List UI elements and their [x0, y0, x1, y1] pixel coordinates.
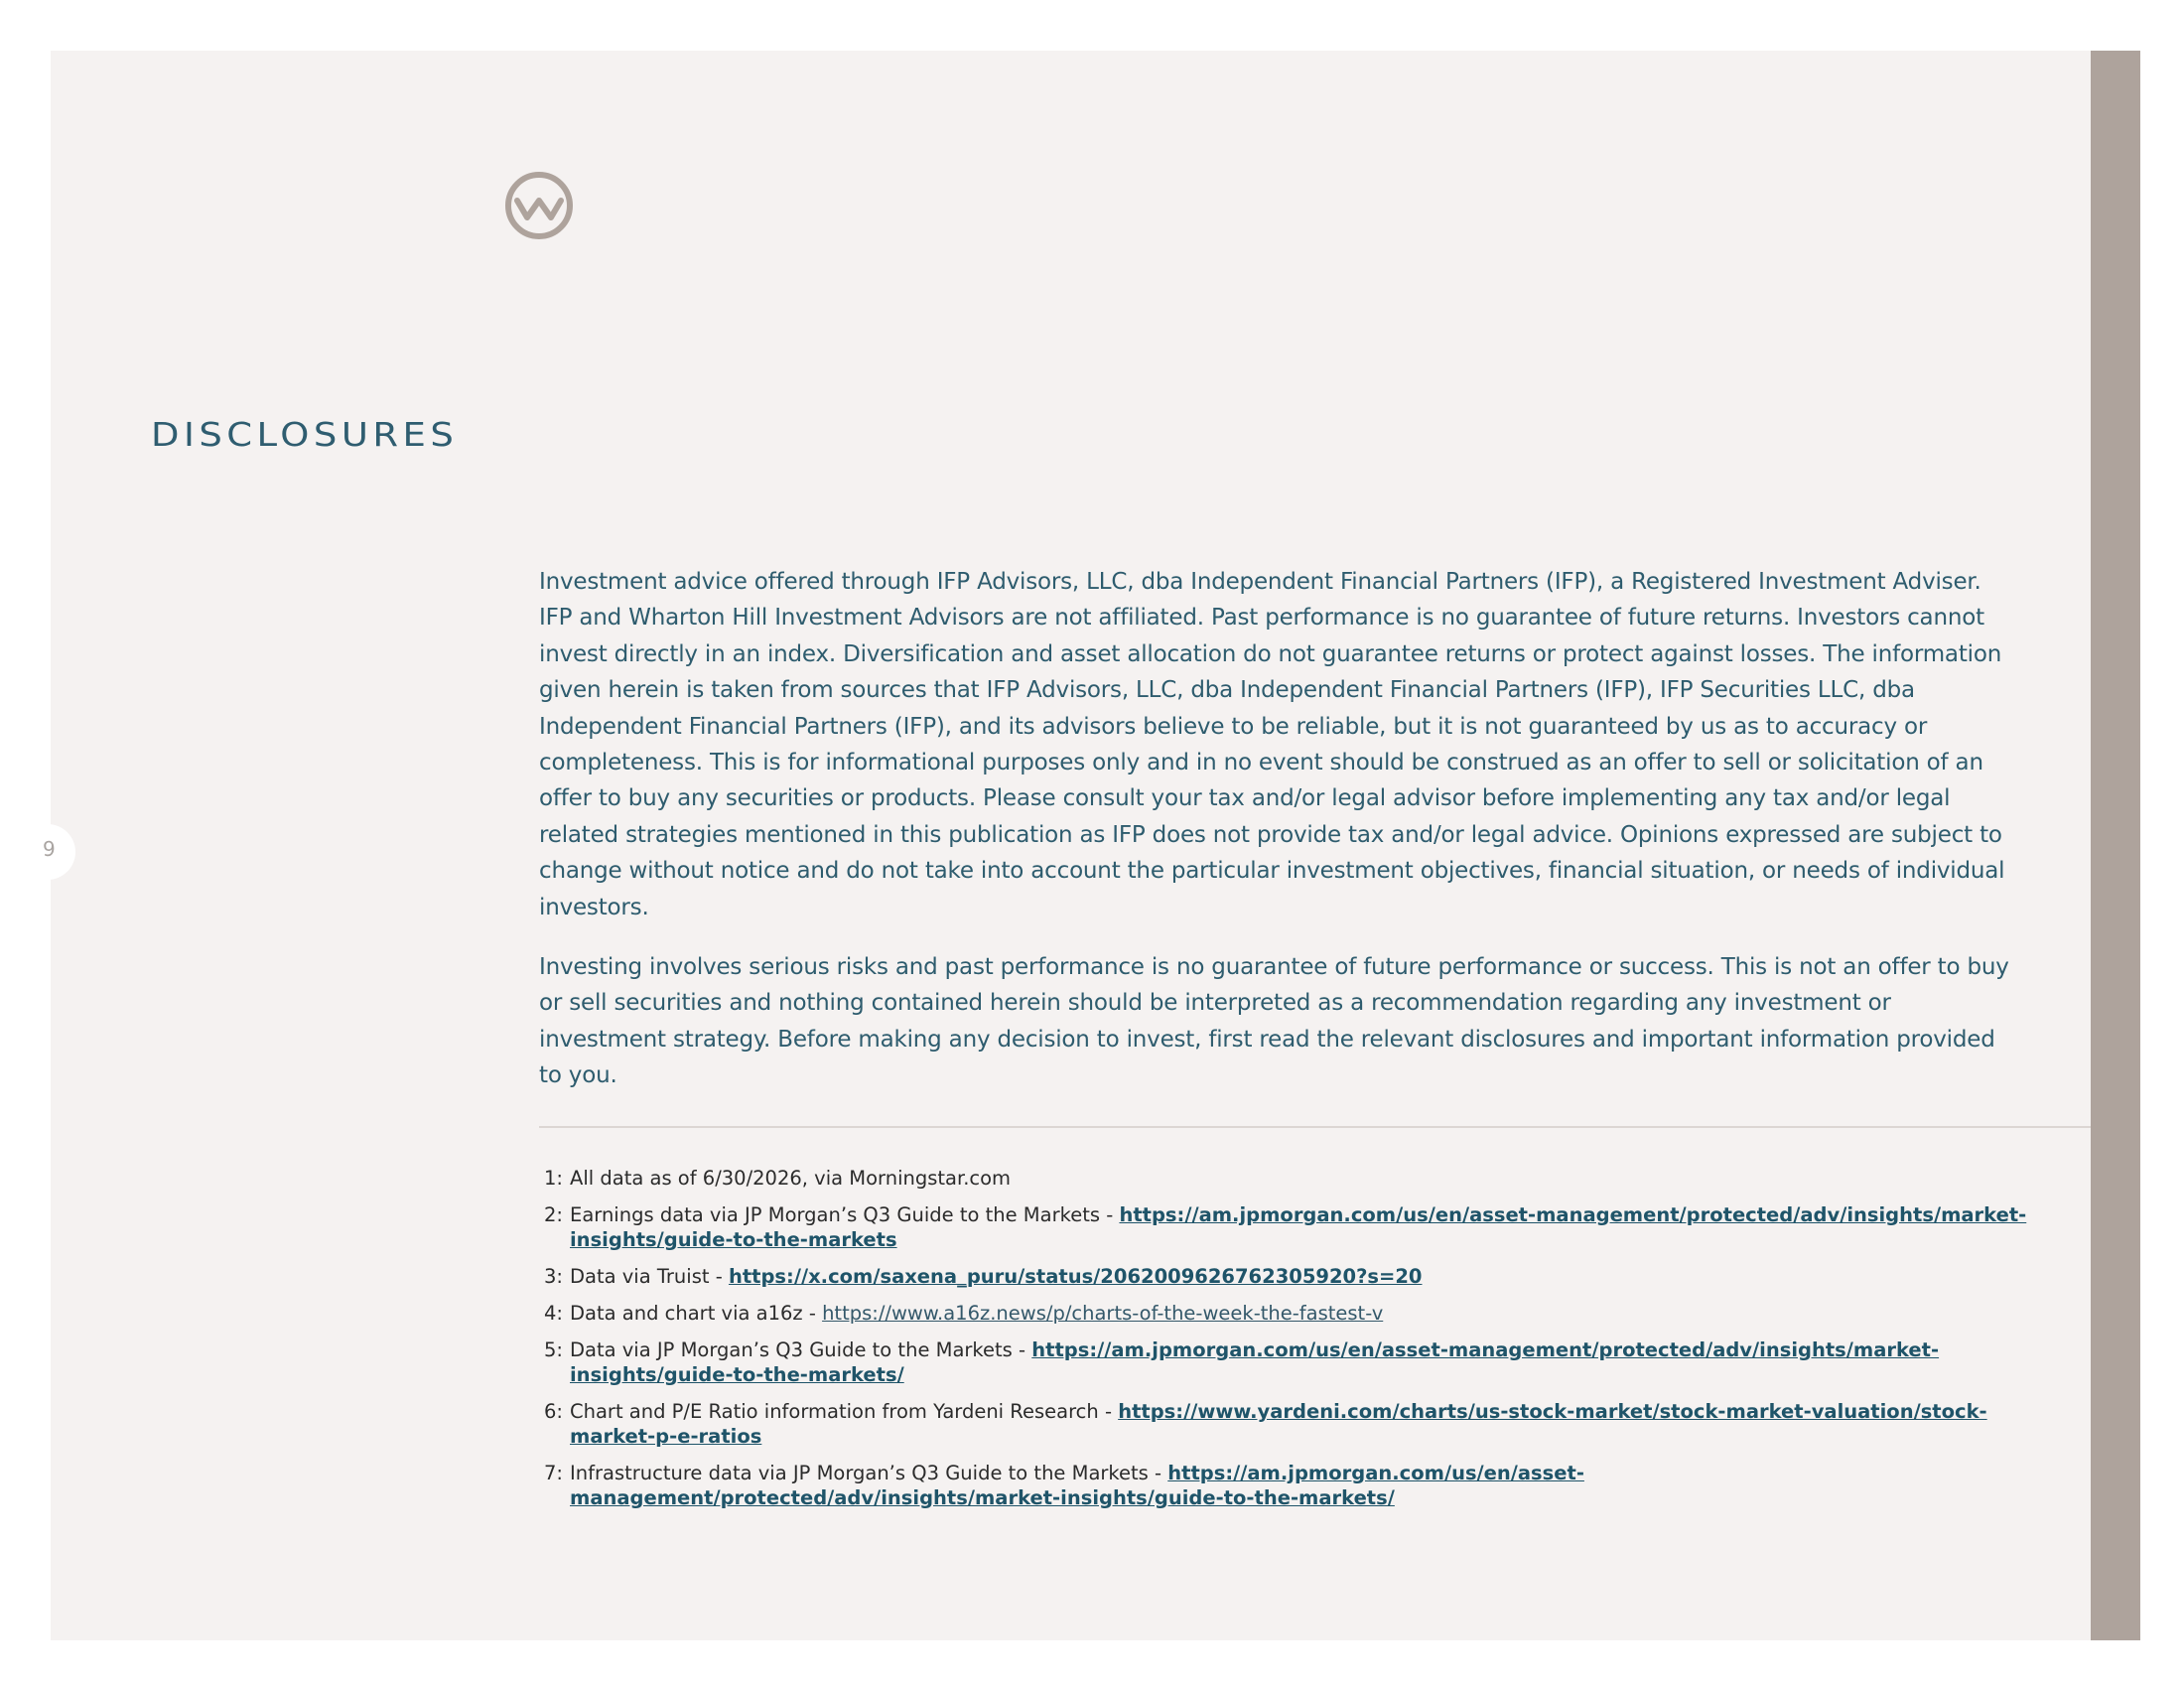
page-number: 9	[43, 837, 56, 861]
footnotes-list	[544, 1166, 2033, 1522]
footnote-text: All data as of 6/30/2026, via Morningstar.com	[570, 1167, 1012, 1190]
page-title: DISCLOSURES	[151, 415, 459, 454]
section-divider	[539, 1126, 2091, 1128]
footnote-item	[544, 1301, 2033, 1326]
footnote-link[interactable]: https://www.yardeni.com/charts/us-stock-market/stock-market-valuation/stock-market-p-e-ratios	[570, 1400, 1987, 1448]
footnote-text: Data via Truist -	[570, 1265, 729, 1288]
footnote-link[interactable]: https://am.jpmorgan.com/us/en/asset-management/protected/adv/insights/market-insights/guide-to-the-markets/	[570, 1338, 1940, 1386]
disclosure-paragraph-1: Investment advice offered through IFP Advisors, LLC, dba Independent Financial Partners (IFP), a Registered Investment Adviser. IFP and Wharton Hill Investment Advisors are not affiliated. Past performance is no guarantee of future returns. Investors cannot invest directly in an index. Diversification and asset allocation do not guarantee returns or protect against losses. The information given herein is taken from sources that IFP Advisors, LLC, dba Independent Financial Partners (IFP), IFP Securities LLC, dba Independent Financial Partners (IFP), and its advisors believe to be reliable, but it is not guaranteed by us as to accuracy or completeness. This is for informational purposes only and in no event should be construed as an offer to sell or solicitation of an offer to buy any securities or products. Please consult your tax and/or legal advisor before implementing any tax and/or legal related strategies mentioned in this publication as IFP does not provide tax and/or legal advice. Opinions expressed are subject to change without notice and do not take into account the particular investment objectives, financial situation, or needs of individual investors.	[539, 569, 2005, 920]
footnote-number: 6:	[544, 1400, 563, 1423]
footnote-item	[544, 1202, 2033, 1252]
footnote-text: Infrastructure data via JP Morgan’s Q3 Guide to the Markets -	[570, 1462, 1168, 1484]
footnote-item	[544, 1264, 2033, 1289]
footnote-link[interactable]: https://am.jpmorgan.com/us/en/asset-management/protected/adv/insights/market-insights/guide-to-the-markets/	[570, 1462, 1584, 1509]
circle-w-logo-icon	[504, 171, 574, 240]
footnote-link[interactable]: https://www.a16z.news/p/charts-of-the-week-the-fastest-v	[822, 1302, 1384, 1325]
footnote-item	[544, 1399, 2033, 1449]
footnote-link[interactable]: https://am.jpmorgan.com/us/en/asset-management/protected/adv/insights/market-insights/guide-to-the-markets	[570, 1203, 2027, 1251]
footnote-text: Chart and P/E Ratio information from Yardeni Research -	[570, 1400, 1119, 1423]
footnote-link[interactable]: https://x.com/saxena_puru/status/2062009626762305920?s=20	[728, 1265, 1423, 1288]
footnote-number: 3:	[544, 1265, 563, 1288]
footnote-text: Earnings data via JP Morgan’s Q3 Guide to the Markets -	[570, 1203, 1120, 1226]
footnote-number: 1:	[544, 1167, 563, 1190]
footnote-item	[544, 1166, 2033, 1191]
footnote-item	[544, 1461, 2033, 1510]
right-sidebar-strip	[2091, 51, 2140, 1640]
footnote-text: Data and chart via a16z -	[570, 1302, 823, 1325]
footnote-number: 2:	[544, 1203, 563, 1226]
footnote-number: 7:	[544, 1462, 563, 1484]
disclosure-paragraph-2: Investing involves serious risks and past performance is no guarantee of future performance or success. This is not an offer to buy or sell securities and nothing contained herein should be interpreted as a recommendation regarding any investment or investment strategy. Before making any decision to invest, first read the relevant disclosures and important information provided to you.	[539, 954, 2009, 1089]
footnote-number: 5:	[544, 1338, 563, 1361]
footnote-item	[544, 1337, 2033, 1387]
disclosure-body	[539, 564, 2018, 1118]
footnote-text: Data via JP Morgan’s Q3 Guide to the Markets -	[570, 1338, 1032, 1361]
footnote-number: 4:	[544, 1302, 563, 1325]
